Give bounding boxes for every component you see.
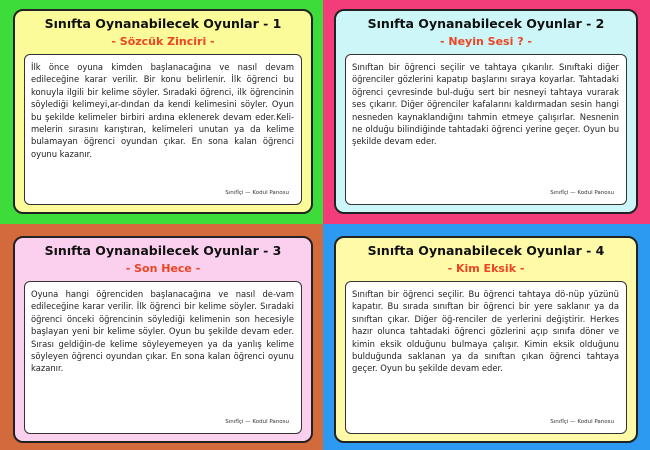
- card-body: [345, 54, 627, 205]
- card-body: [345, 281, 627, 434]
- eduhol-logo-icon: [60, 398, 76, 414]
- card-credit: Sınıfİçi — Kodul Panosu: [550, 189, 614, 196]
- watermark-text: EDUHOL: [79, 398, 148, 414]
- card-text: Sınıftan bir öğrenci seçilir ve tahtaya çıkarılır. Sınıftaki diğer öğrenciler gözlerini kapatıp başlarını sıraya koyarlar. Tahtadaki öğrenci çevresinde bul-duğu sert bir nesneyi tahtaya vurarak ses çıkarır. Diğer öğrenciler kafalarını kaldırmadan sesin hangi nesneden kaynaklandığını tahmin etmeye çalışırlar. Nesnenin ne olduğu bilindiğinde tahtadaki öğrenci yerine geçer. Oyun bu şekilde devam eder.: [352, 62, 619, 147]
- card-credit: Sınıfİçi — Kodul Panosu: [550, 418, 614, 425]
- card-credit: Sınıfİçi — Kodul Panosu: [225, 418, 289, 425]
- card-subtitle: - Son Hece -: [125, 262, 201, 275]
- card-subtitle: - Kim Eksik -: [447, 262, 525, 275]
- card-credit: Sınıfİçi — Kodul Panosu: [225, 189, 289, 196]
- card-quadrant-3: [0, 224, 323, 450]
- card-body: [24, 54, 302, 205]
- card-title: Sınıfta Oynanabilecek Oyunlar - 4: [367, 243, 605, 258]
- game-card-1: [13, 9, 313, 214]
- card-text: Oyuna hangi öğrenciden başlanacağına ve nasıl de-vam edileceğine karar verilir. İlk öğrenci bir kelime söyler. Sıradaki öğrenci önceki öğrencinin söylediği kelimenin son hecesiyle başlayan yeni bir kelime söyler. Oyun bu şekilde devam eder. Sırası geldiğin-de kelime söyleyemeyen ya da yanlış kelime söyleyen öğrenci oyundan çıkar. En sona kalan öğrenci oyunu kazanır.: [31, 289, 294, 374]
- card-subtitle: - Sözcük Zinciri -: [111, 35, 215, 48]
- card-title: Sınıfta Oynanabilecek Oyunlar - 2: [367, 16, 605, 31]
- eduhol-watermark: [60, 398, 147, 414]
- game-card-4: [334, 236, 638, 443]
- card-text: Sınıftan bir öğrenci seçilir. Bu öğrenci tahtaya dö-nüp yüzünü kapatır. Bu sırada sınıftan bir öğrenci bir yere saklanır ya da sınıftan çıkar. Diğer öğ-renciler de yerlerini değiştirir. Herkes hazır olunca tahtadaki öğrenci gözlerini açıp sınıfa döner ve kimin eksik olduğunu bulmaya çalışır. Kimin eksik olduğunu bulduğunda saklanan ya da sınıftan çıkan öğrenci tahtaya geçer. Oyun bu şekilde devam eder.: [352, 289, 619, 374]
- card-subtitle: - Neyin Sesi ? -: [440, 35, 532, 48]
- card-title: Sınıfta Oynanabilecek Oyunlar - 1: [44, 16, 282, 31]
- game-card-2: [334, 9, 638, 214]
- card-title: Sınıfta Oynanabilecek Oyunlar - 3: [44, 243, 282, 258]
- card-quadrant-1: [0, 0, 323, 224]
- game-card-3: [13, 236, 313, 443]
- card-text: İlk önce oyuna kimden başlanacağına ve nasıl devam edileceğine karar verilir. Bir konu belirlenir. İlk öğrenci bu konuyla ilgili bir kelime söyler. Sıradaki öğrenci, ilk öğrencinin söylediği kelimeyi,ar-dından da kendi kelimesini söyler. Oyun bu şekilde kelimeler birbiri ardına eklenerek devam eder.Keli-melerin sırasını karıştıran, kelimeleri unutan ya da kelime bulamayan öğrenci oyundan çıkar. En sona kalan öğrenci oyunu kazanır.: [31, 62, 294, 159]
- card-quadrant-2: [323, 0, 650, 224]
- card-quadrant-4: [323, 224, 650, 450]
